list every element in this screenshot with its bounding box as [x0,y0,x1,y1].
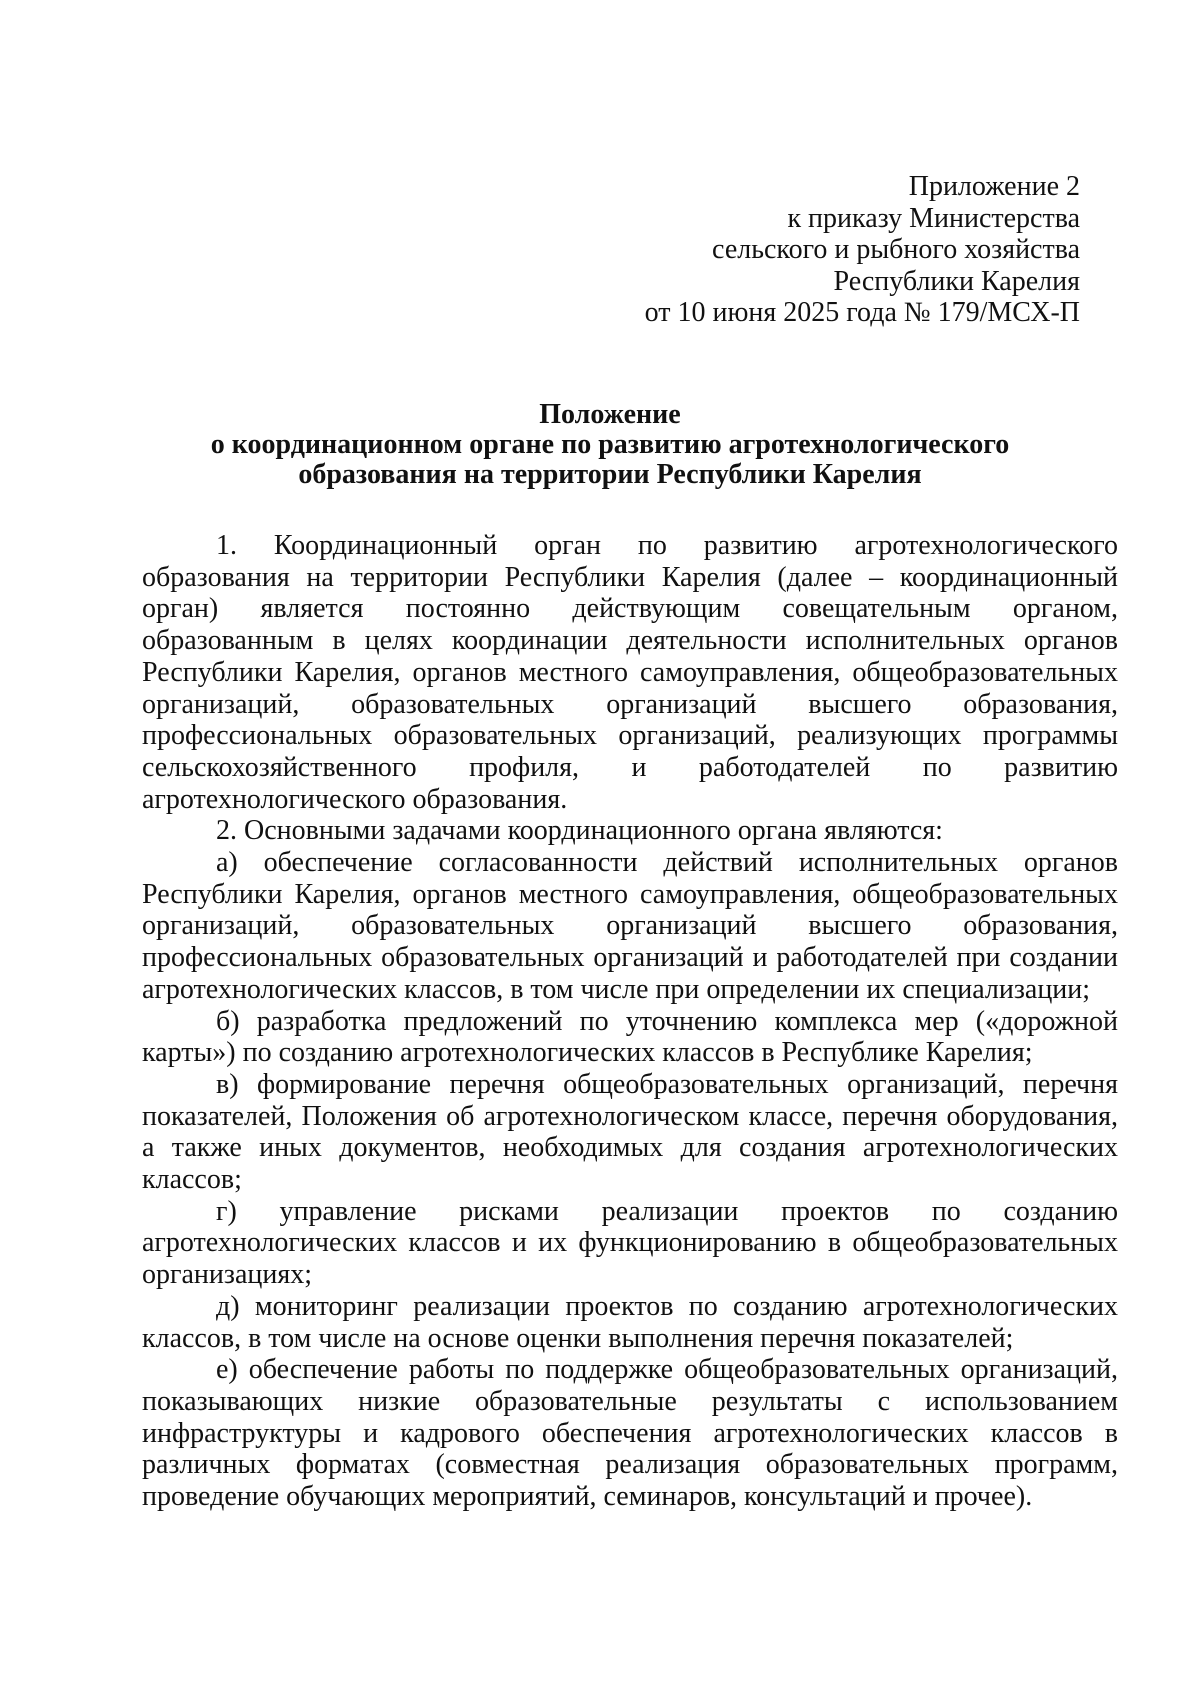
appendix-line: от 10 июня 2025 года № 179/МСХ-П [644,297,1080,328]
list-item-b: б) разработка предложений по уточнению комплекса мер («дорожной карты») по созданию агротехнологических классов в Республике Карелия; [142,1005,1118,1069]
appendix-line: к приказу Министерства [787,202,1080,234]
title-line: образования на территории Республики Карелия [298,459,922,490]
list-item-g: г) управление рисками реализации проектов по созданию агротехнологических классов и их функционированию в общеобразовательных организациях; [142,1195,1118,1291]
list-item-d: д) мониторинг реализации проектов по созданию агротехнологических классов, в том числе на основе оценки выполнения перечня показателей; [142,1290,1118,1354]
title-line: о координационном органе по развитию агротехнологического [210,429,1010,460]
list-item-v: в) формирование перечня общеобразовательных организаций, перечня показателей, Положения об агротехнологическом классе, перечня оборудования, а также иных документов, необходимых для создания агротехнологических классов; [142,1068,1118,1196]
appendix-line: Республики Карелия [833,265,1080,297]
paragraph-1: 1. Координационный орган по развитию агротехнологического образования на территории Республики Карелия (далее – координационный орган) является постоянно действующим совещательным органом, образованным в целях координации деятельности исполнительных органов Республики Карелия, органов местного самоуправления, общеобразовательных организаций, образовательных организаций высшего образования, профессиональных образовательных организаций, реализующих программы сельскохозяйственного профиля, и работодателей по развитию агротехнологического образования. [142,530,1118,815]
document-title [140,400,1080,490]
document-body [142,530,1118,1513]
appendix-line: Приложение 2 [908,171,1080,202]
appendix-reference [440,171,1080,329]
list-item-e: е) обеспечение работы по поддержке общеобразовательных организаций, показывающих низкие образовательные результаты с использованием инфраструктуры и кадрового обеспечения агротехнологических классов в различных форматах (совместная реализация образовательных программ, проведение обучающих мероприятий, семинаров, консультаций и прочее). [142,1354,1118,1513]
list-item-a: а) обеспечение согласованности действий исполнительных органов Республики Карелия, органов местного самоуправления, общеобразовательных организаций, образовательных организаций высшего образования, профессиональных образовательных организаций и работодателей при создании агротехнологических классов, в том числе при определении их специализации; [142,847,1118,1005]
paragraph-2: 2. Основными задачами координационного органа являются: [216,815,943,847]
title-line: Положение [539,399,681,430]
appendix-line: сельского и рыбного хозяйства [712,234,1080,265]
